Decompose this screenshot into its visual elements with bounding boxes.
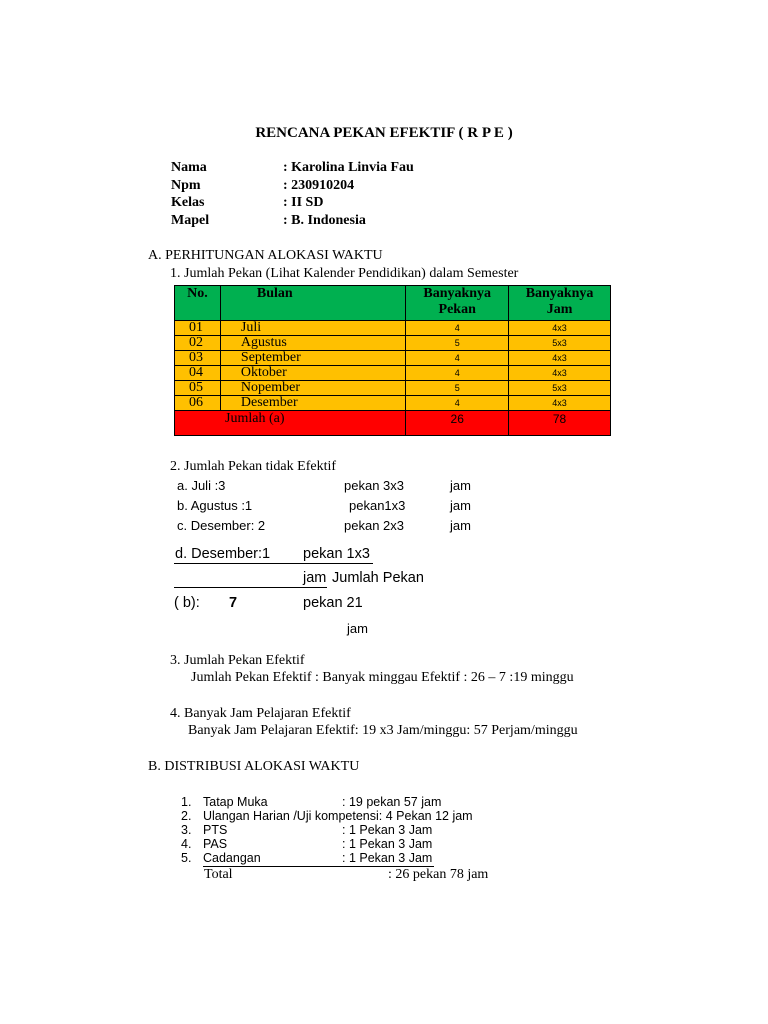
table-total-row — [175, 411, 611, 436]
value-nama: : Karolina Linvia Fau — [283, 160, 414, 175]
table-row — [175, 396, 611, 411]
line-d-month: d. Desember:1 — [175, 546, 271, 562]
cell-no: 06 — [175, 396, 221, 411]
cell-no: 04 — [175, 366, 221, 381]
cell-pekan: 5 — [406, 381, 509, 396]
cell-bulan: Juli — [220, 321, 405, 336]
table-header-row — [175, 286, 611, 321]
cell-bulan: September — [220, 351, 405, 366]
total-label: Total — [204, 867, 233, 882]
line-b-pekan: pekan 21 — [303, 595, 363, 611]
cell-jam: 4x3 — [509, 351, 611, 366]
line-b-label: ( b): — [174, 595, 200, 611]
cell-pekan: 4 — [406, 366, 509, 381]
cell-bulan: Oktober — [220, 366, 405, 381]
line-b-jam: jam — [347, 621, 368, 636]
cell-bulan: Nopember — [220, 381, 405, 396]
line-d-pekan: pekan 1x3 — [303, 546, 370, 562]
table-row — [175, 321, 611, 336]
list-item-label: PTS — [203, 823, 228, 837]
list-item-value: : 1 Pekan 3 Jam — [342, 823, 433, 837]
line-jumlah-pekan: Jumlah Pekan — [332, 570, 424, 586]
list-item-label: PAS — [203, 837, 228, 851]
cell-pekan: 5 — [406, 336, 509, 351]
tidak-efektif-a: a. Juli :3 — [177, 478, 226, 493]
cell-pekan: 4 — [406, 321, 509, 336]
list-item-label: Cadangan — [203, 851, 261, 865]
total-label: Jumlah (a) — [175, 411, 406, 436]
label-nama: Nama — [171, 160, 207, 175]
table-row — [175, 336, 611, 351]
tidak-efektif-b: pekan1x3 — [349, 498, 406, 513]
line-jam: jam — [303, 570, 327, 586]
header-pekan: Banyaknya Pekan — [406, 286, 509, 321]
list-item-number: 4. — [181, 837, 192, 851]
document-title: RENCANA PEKAN EFEKTIF ( R P E ) — [255, 125, 513, 141]
total-pekan: 26 — [406, 411, 509, 436]
tidak-efektif-a: c. Desember: 2 — [177, 518, 266, 533]
item-3-detail: Jumlah Pekan Efektif : Banyak minggau Efektif : 26 – 7 :19 minggu — [191, 670, 574, 685]
total-value: : 26 pekan 78 jam — [388, 867, 489, 882]
label-npm: Npm — [171, 178, 201, 193]
total-jam: 78 — [509, 411, 611, 436]
list-item-number: 1. — [181, 795, 192, 809]
list-item-number: 2. — [181, 809, 192, 823]
underline — [174, 563, 373, 564]
header-no: No. — [175, 286, 221, 321]
cell-pekan: 4 — [406, 396, 509, 411]
tidak-efektif-c: jam — [450, 478, 471, 493]
cell-pekan: 4 — [406, 351, 509, 366]
list-item-value: : 19 pekan 57 jam — [342, 795, 442, 809]
label-kelas: Kelas — [171, 195, 205, 210]
tidak-efektif-a: b. Agustus :1 — [177, 498, 253, 513]
cell-no: 03 — [175, 351, 221, 366]
list-item-value: : 1 Pekan 3 Jam — [342, 851, 433, 865]
section-b-heading: B. DISTRIBUSI ALOKASI WAKTU — [148, 759, 360, 774]
pekan-table — [174, 285, 611, 436]
item-3-heading: 3. Jumlah Pekan Efektif — [170, 653, 305, 668]
cell-no: 01 — [175, 321, 221, 336]
tidak-efektif-b: pekan 3x3 — [344, 478, 404, 493]
item-4-detail: Banyak Jam Pelajaran Efektif: 19 x3 Jam/minggu: 57 Perjam/minggu — [188, 723, 578, 738]
value-kelas: : II SD — [283, 195, 324, 210]
list-item-value: : 1 Pekan 3 Jam — [342, 837, 433, 851]
cell-jam: 4x3 — [509, 396, 611, 411]
item-2-heading: 2. Jumlah Pekan tidak Efektif — [170, 459, 337, 474]
tidak-efektif-c: jam — [450, 498, 471, 513]
table-row — [175, 351, 611, 366]
list-item-label: Tatap Muka — [203, 795, 268, 809]
value-mapel: : B. Indonesia — [283, 213, 366, 228]
list-item-number: 3. — [181, 823, 192, 837]
cell-jam: 5x3 — [509, 381, 611, 396]
section-a-heading: A. PERHITUNGAN ALOKASI WAKTU — [148, 248, 383, 263]
cell-jam: 4x3 — [509, 366, 611, 381]
cell-no: 02 — [175, 336, 221, 351]
tidak-efektif-b: pekan 2x3 — [344, 518, 404, 533]
cell-bulan: Desember — [220, 396, 405, 411]
item-1-heading: 1. Jumlah Pekan (Lihat Kalender Pendidikan) dalam Semester — [170, 266, 519, 281]
underline — [174, 587, 327, 588]
header-bulan: Bulan — [220, 286, 405, 321]
tidak-efektif-c: jam — [450, 518, 471, 533]
list-item-number: 5. — [181, 851, 192, 865]
label-mapel: Mapel — [171, 213, 210, 228]
header-jam: Banyaknya Jam — [509, 286, 611, 321]
line-b-value: 7 — [229, 595, 238, 611]
cell-no: 05 — [175, 381, 221, 396]
cell-bulan: Agustus — [220, 336, 405, 351]
table-row — [175, 366, 611, 381]
list-item-label: Ulangan Harian /Uji kompetensi: 4 Pekan 12 jam — [203, 809, 473, 823]
cell-jam: 4x3 — [509, 321, 611, 336]
table-row — [175, 381, 611, 396]
cell-jam: 5x3 — [509, 336, 611, 351]
item-4-heading: 4. Banyak Jam Pelajaran Efektif — [170, 706, 351, 721]
value-npm: : 230910204 — [283, 178, 355, 193]
